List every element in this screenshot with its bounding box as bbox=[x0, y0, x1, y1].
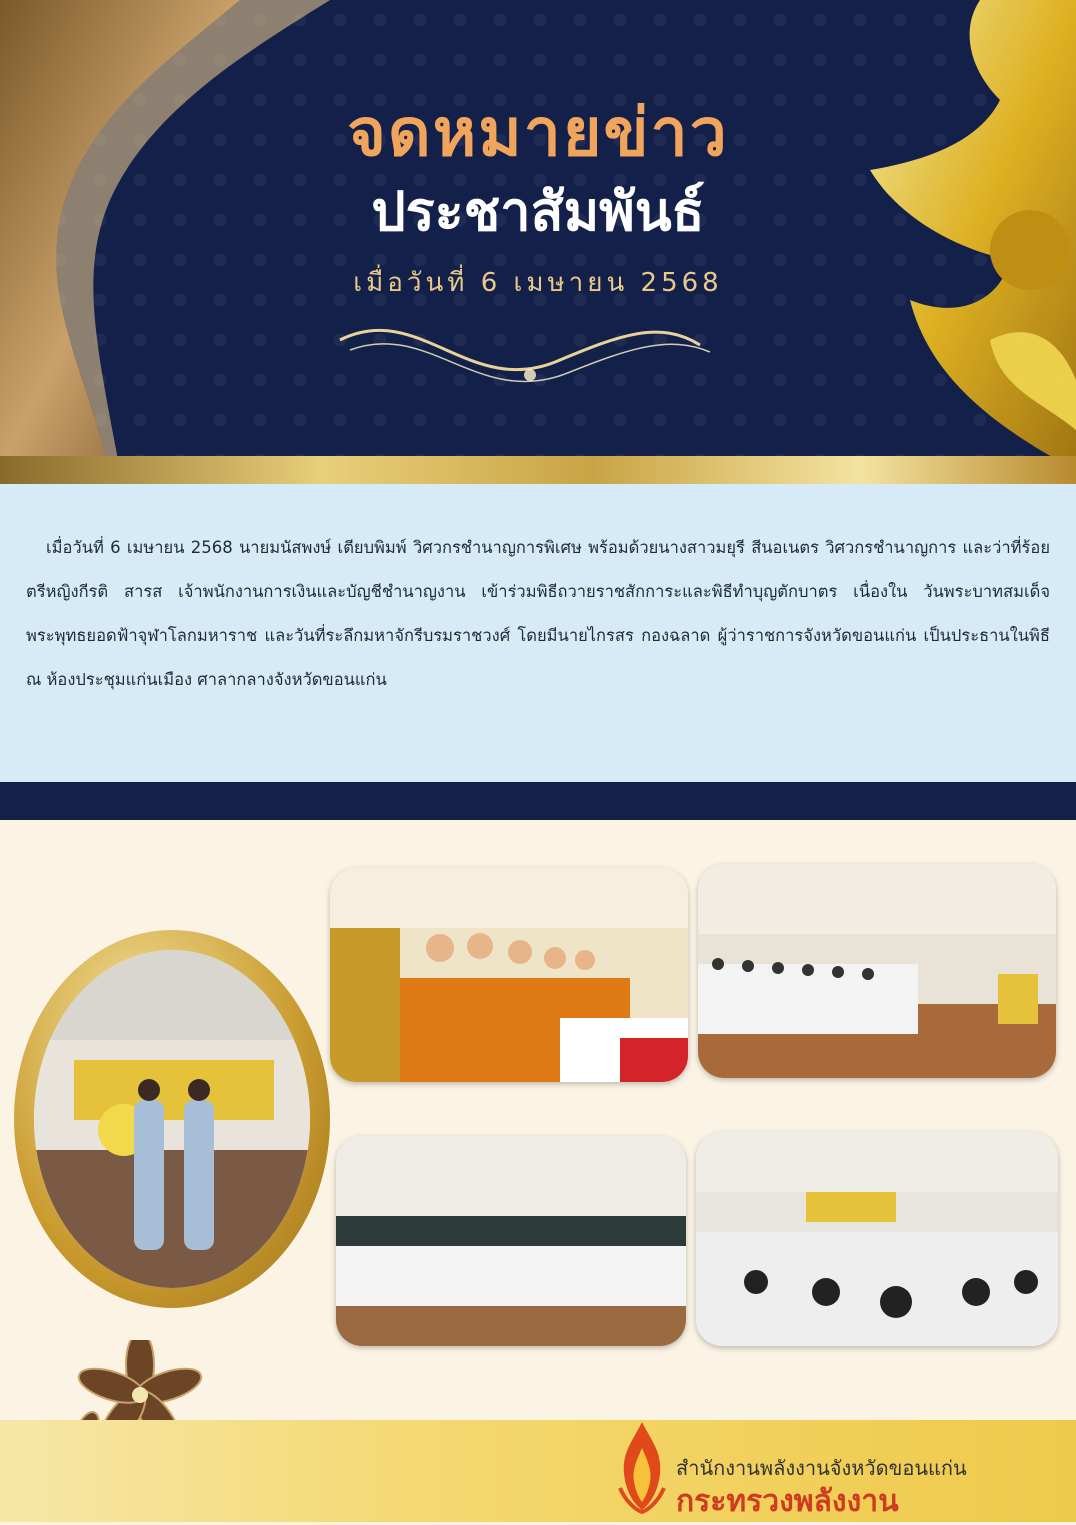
photo-audience-seated bbox=[696, 1132, 1058, 1346]
photo-hall-ceremony bbox=[698, 864, 1056, 1078]
header-date: เมื่อวันที่ 6 เมษายน 2568 bbox=[353, 268, 723, 298]
news-body-text: เมื่อวันที่ 6 เมษายน 2568 นายมนัสพงษ์ เตียบพิมพ์ วิศวกรชำนาญการพิเศษ พร้อมด้วยนางสาวมยุรี สีนอเนตร วิศวกรชำนาญการ และว่าที่ร้อยตรีหญิงกีรติ สารส เจ้าพนักงานการเงินและบัญชีชำนาญงาน เข้าร่วมพิธีถวายราชสักการะและพิธีทำบุญตักบาตร เนื่องใน วันพระบาทสมเด็จพระพุทธยอดฟ้าจุฬาโลกมหาราช และวันที่ระลึกมหาจักรีบรมราชวงศ์ โดยมีนายไกรสร กองฉลาด ผู้ว่าราชการจังหวัดขอนแก่น เป็นประธานในพิธี ณ ห้องประชุมแก่นเมือง ศาลากลางจังหวัดขอนแก่น bbox=[26, 538, 1050, 689]
org-name: สำนักงานพลังงานจังหวัดขอนแก่น bbox=[676, 1456, 967, 1480]
title-newsletter: จดหมายข่าว bbox=[347, 94, 729, 171]
navy-divider bbox=[0, 782, 1076, 820]
flame-logo-icon bbox=[612, 1418, 672, 1514]
photo-monks bbox=[330, 868, 688, 1082]
photo-two-officials bbox=[34, 950, 310, 1288]
news-text-panel bbox=[0, 484, 1076, 782]
gold-divider bbox=[0, 456, 1076, 484]
header-banner bbox=[0, 0, 1076, 460]
oval-photo-frame bbox=[14, 930, 330, 1308]
ministry-name: กระทรวงพลังงาน bbox=[676, 1484, 899, 1519]
title-public-relations: ประชาสัมพันธ์ bbox=[371, 180, 705, 243]
photo-attendees-standing bbox=[336, 1136, 686, 1346]
